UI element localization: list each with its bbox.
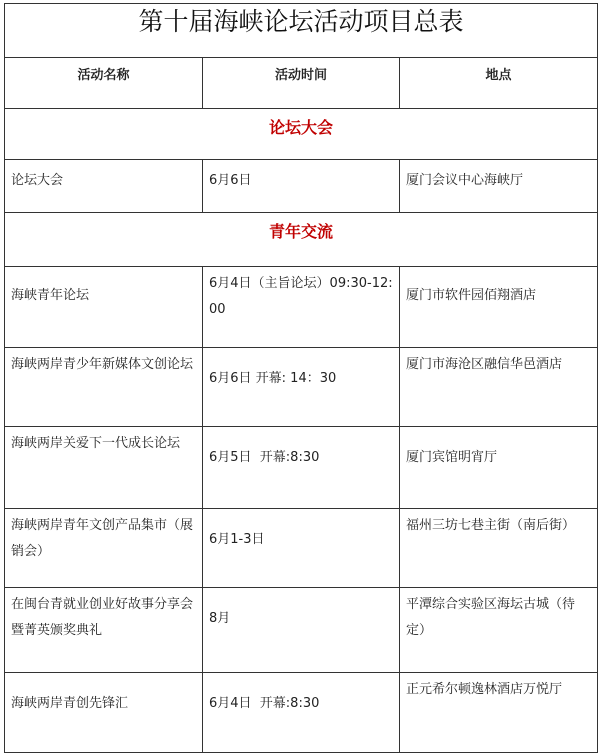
table-row <box>5 160 598 213</box>
section-row-youth <box>5 213 598 267</box>
activity-name: 海峡青年论坛 <box>11 288 90 303</box>
activity-place: 厦门会议中心海峡厅 <box>406 173 524 188</box>
column-header-place: 地点 <box>485 68 512 83</box>
activity-name: 论坛大会 <box>11 173 64 188</box>
column-header-name: 活动名称 <box>77 68 130 83</box>
table-row <box>5 348 598 427</box>
activity-name: 海峡两岸青年文创产品集市（展销会） <box>11 518 194 559</box>
activity-place: 厦门市海沧区融信华邑酒店 <box>406 357 563 372</box>
activity-place: 正元希尔顿逸林酒店万悦厅 <box>406 682 563 697</box>
section-heading: 论坛大会 <box>268 118 333 137</box>
activity-time: 8月 <box>209 611 231 626</box>
activity-time: 6月6日 <box>209 173 252 188</box>
table-row <box>5 427 598 509</box>
activity-name: 海峡两岸青创先锋汇 <box>11 696 129 711</box>
activity-time: 6月6日 开幕: 14：30 <box>209 371 337 386</box>
activity-place: 厦门宾馆明宵厅 <box>406 450 498 465</box>
activity-place: 福州三坊七巷主街（南后街） <box>406 518 576 533</box>
page-title: 第十届海峡论坛活动项目总表 <box>138 7 464 36</box>
section-heading: 青年交流 <box>268 222 333 241</box>
activity-time: 6月4日（主旨论坛）09:30-12:00 <box>209 276 393 317</box>
activity-place: 平潭综合实验区海坛古城（待定） <box>406 597 576 638</box>
section-row-forum <box>5 109 598 160</box>
activity-name: 海峡两岸关爱下一代成长论坛 <box>11 436 181 451</box>
activity-time: 6月1-3日 <box>209 532 265 547</box>
table-row <box>5 509 598 588</box>
table-row <box>5 588 598 673</box>
activity-time: 6月4日 开幕:8:30 <box>209 696 320 711</box>
table-row <box>5 267 598 348</box>
activity-name: 在闽台青就业创业好故事分享会暨菁英颁奖典礼 <box>11 597 194 638</box>
header-row <box>5 58 598 109</box>
table-row <box>5 673 598 753</box>
activity-schedule-table <box>4 3 598 753</box>
activity-place: 厦门市软件园佰翔酒店 <box>406 288 537 303</box>
activity-time: 6月5日 开幕:8:30 <box>209 450 320 465</box>
title-row <box>5 4 598 58</box>
activity-name: 海峡两岸青少年新媒体文创论坛 <box>11 357 194 372</box>
column-header-time: 活动时间 <box>274 68 327 83</box>
